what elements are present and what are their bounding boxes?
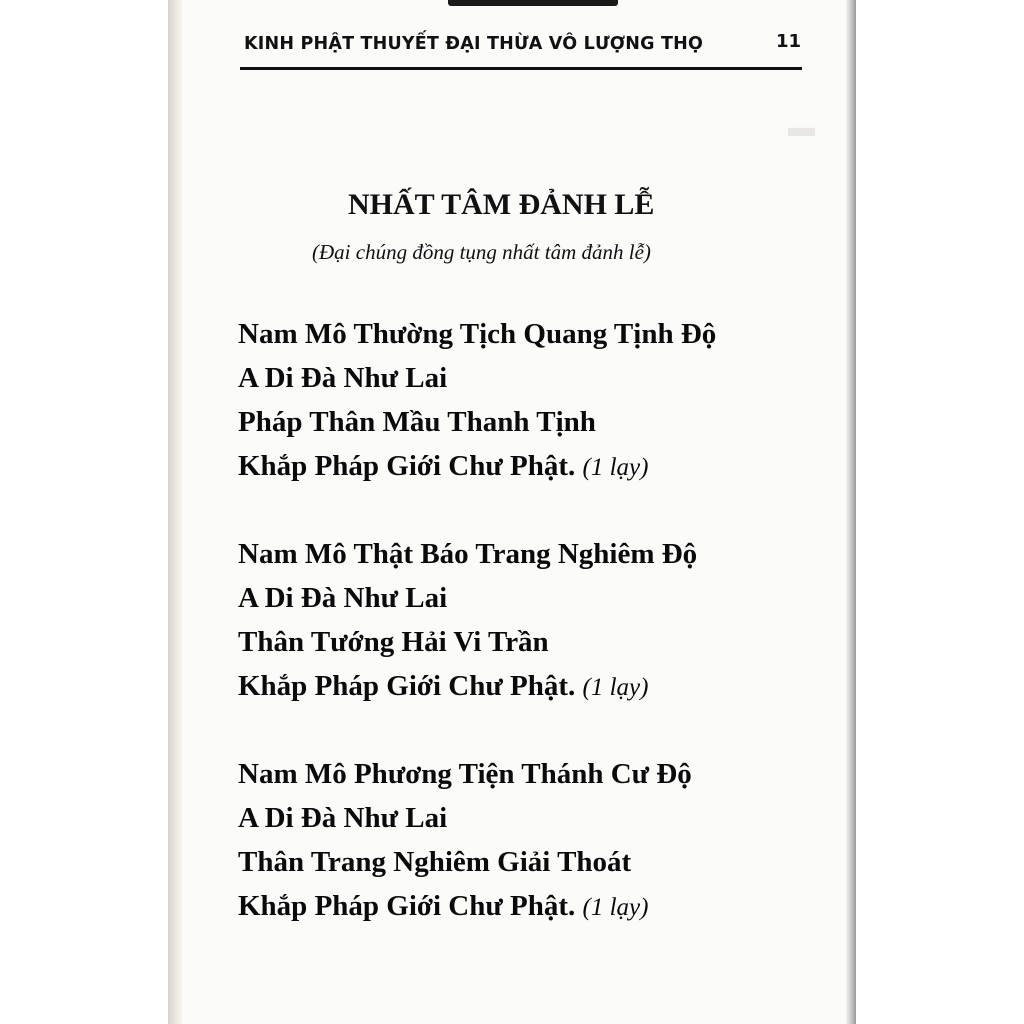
verse-line-last [238, 444, 716, 490]
verse-block [238, 752, 692, 930]
header-divider [240, 67, 802, 70]
top-edge-mark [448, 0, 618, 6]
verse-line-last [238, 884, 692, 930]
verse-line: A Di Đà Như Lai [238, 802, 448, 834]
verse-line: A Di Đà Như Lai [238, 582, 448, 614]
prostration-note: (1 lạy) [582, 674, 649, 701]
section-subtitle: (Đại chúng đồng tụng nhất tâm đảnh lễ) [312, 240, 651, 264]
verse-line: Thân Trang Nghiêm Giải Thoát [238, 846, 632, 878]
verse-block [238, 312, 716, 490]
verse-line-last [238, 664, 697, 710]
verse-line: Pháp Thân Mầu Thanh Tịnh [238, 406, 596, 438]
bleed-through-mark: ▬ [788, 112, 815, 142]
verse-line-text: Khắp Pháp Giới Chư Phật. [238, 450, 576, 482]
verse-line: Nam Mô Thật Báo Trang Nghiêm Độ [238, 538, 698, 570]
page-number: 11 [776, 31, 802, 52]
prostration-note: (1 lạy) [582, 454, 649, 481]
page-edge [846, 0, 856, 1024]
verse-line-text: Khắp Pháp Giới Chư Phật. [238, 670, 576, 702]
verse-line: Thân Tướng Hải Vi Trần [238, 626, 549, 658]
verse-line: A Di Đà Như Lai [238, 362, 448, 394]
verse-block [238, 532, 697, 710]
verse-line-text: Khắp Pháp Giới Chư Phật. [238, 890, 576, 922]
running-header-title: KINH PHẬT THUYẾT ĐẠI THỪA VÔ LƯỢNG THỌ [244, 34, 704, 54]
section-title: NHẤT TÂM ĐẢNH LỄ [348, 188, 655, 221]
page-binding-shadow [168, 0, 182, 1024]
verse-line: Nam Mô Phương Tiện Thánh Cư Độ [238, 758, 692, 790]
verse-line: Nam Mô Thường Tịch Quang Tịnh Độ [238, 318, 717, 350]
prostration-note: (1 lạy) [582, 894, 649, 921]
